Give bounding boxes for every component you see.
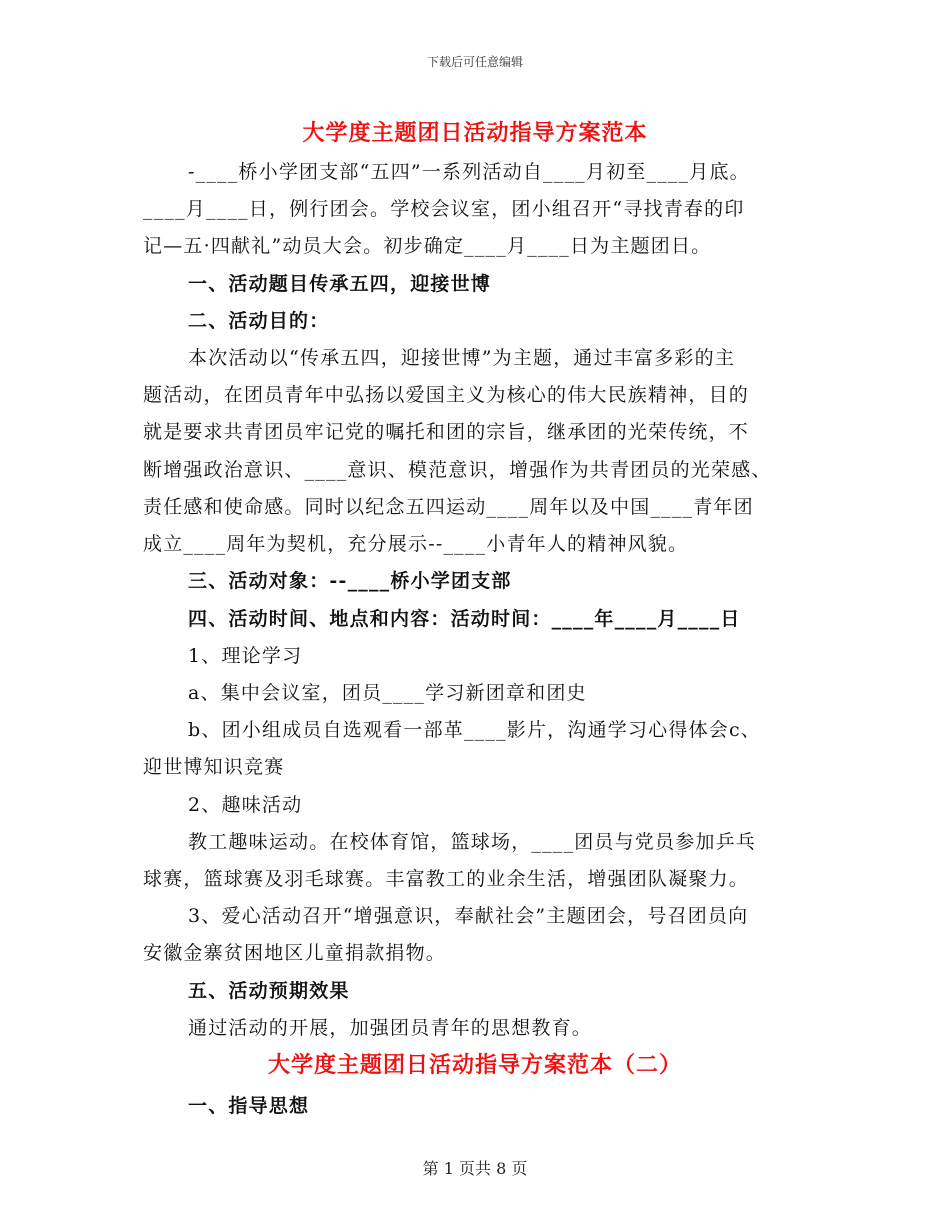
section-heading: 四、活动时间、地点和内容：活动时间：____年____月____日: [188, 608, 741, 630]
document-title: 大学度主题团日活动指导方案范本: [302, 120, 648, 146]
section-heading: 三、活动对象：--____桥小学团支部: [188, 570, 512, 592]
paragraph-line: 断增强政治意识、____意识、模范意识，增强作为共青团员的光荣感、: [143, 459, 772, 481]
paragraph-line: 就是要求共青团员牢记党的嘱托和团的宗旨，继承团的光荣传统，不: [143, 421, 750, 443]
paragraph-line: 责任感和使命感。同时以纪念五四运动____周年以及中国____青年团: [143, 496, 754, 518]
paragraph-line: 成立____周年为契机，充分展示--____小青年人的精神风貌。: [143, 533, 689, 555]
paragraph-line: -____桥小学团支部“五四”一系列活动自____月初至____月底。: [188, 161, 750, 183]
section-heading: 一、指导思想: [188, 1095, 310, 1117]
list-item: 2、趣味活动: [188, 794, 303, 816]
paragraph-line: 教工趣味运动。在校体育馆，篮球场，____团员与党员参加乒乓: [188, 831, 757, 853]
list-item: 1、理论学习: [188, 645, 303, 667]
paragraph-line: 安徽金寨贫困地区儿童捐款捐物。: [143, 942, 447, 964]
paragraph-line: 通过活动的开展，加强团员青年的思想教育。: [188, 1017, 593, 1039]
section-heading: 五、活动预期效果: [188, 980, 350, 1002]
list-item: 迎世博知识竞赛: [143, 756, 285, 778]
list-item: a、集中会议室，团员____学习新团章和团史: [188, 682, 587, 704]
page-number: 第 1 页共 8 页: [422, 1159, 528, 1178]
paragraph-line: 球赛，篮球赛及羽毛球赛。丰富教工的业余生活，增强团队凝聚力。: [143, 868, 750, 890]
paragraph-line: 题活动，在团员青年中弘扬以爱国主义为核心的伟大民族精神，目的: [143, 384, 750, 406]
paragraph-line: 3、爱心活动召开“增强意识，奉献社会”主题团会，号召团员向: [188, 905, 749, 927]
document-title-2: 大学度主题团日活动指导方案范本（二）: [267, 1052, 682, 1078]
list-item: b、团小组成员自选观看一部革____影片，沟通学习心得体会c、: [188, 719, 762, 741]
section-heading: 二、活动目的：: [188, 310, 330, 332]
paragraph-line: 本次活动以“传承五四，迎接世博”为主题，通过丰富多彩的主: [188, 347, 736, 369]
paragraph-line: ____月____日，例行团会。学校会议室，团小组召开“寻找青春的印: [143, 198, 745, 220]
section-heading: 一、活动题目传承五四，迎接世博: [188, 273, 492, 295]
header-note: 下载后可任意编辑: [426, 55, 523, 69]
paragraph-line: 记—五·四献礼”动员大会。初步确定____月____日为主题团日。: [143, 235, 712, 257]
